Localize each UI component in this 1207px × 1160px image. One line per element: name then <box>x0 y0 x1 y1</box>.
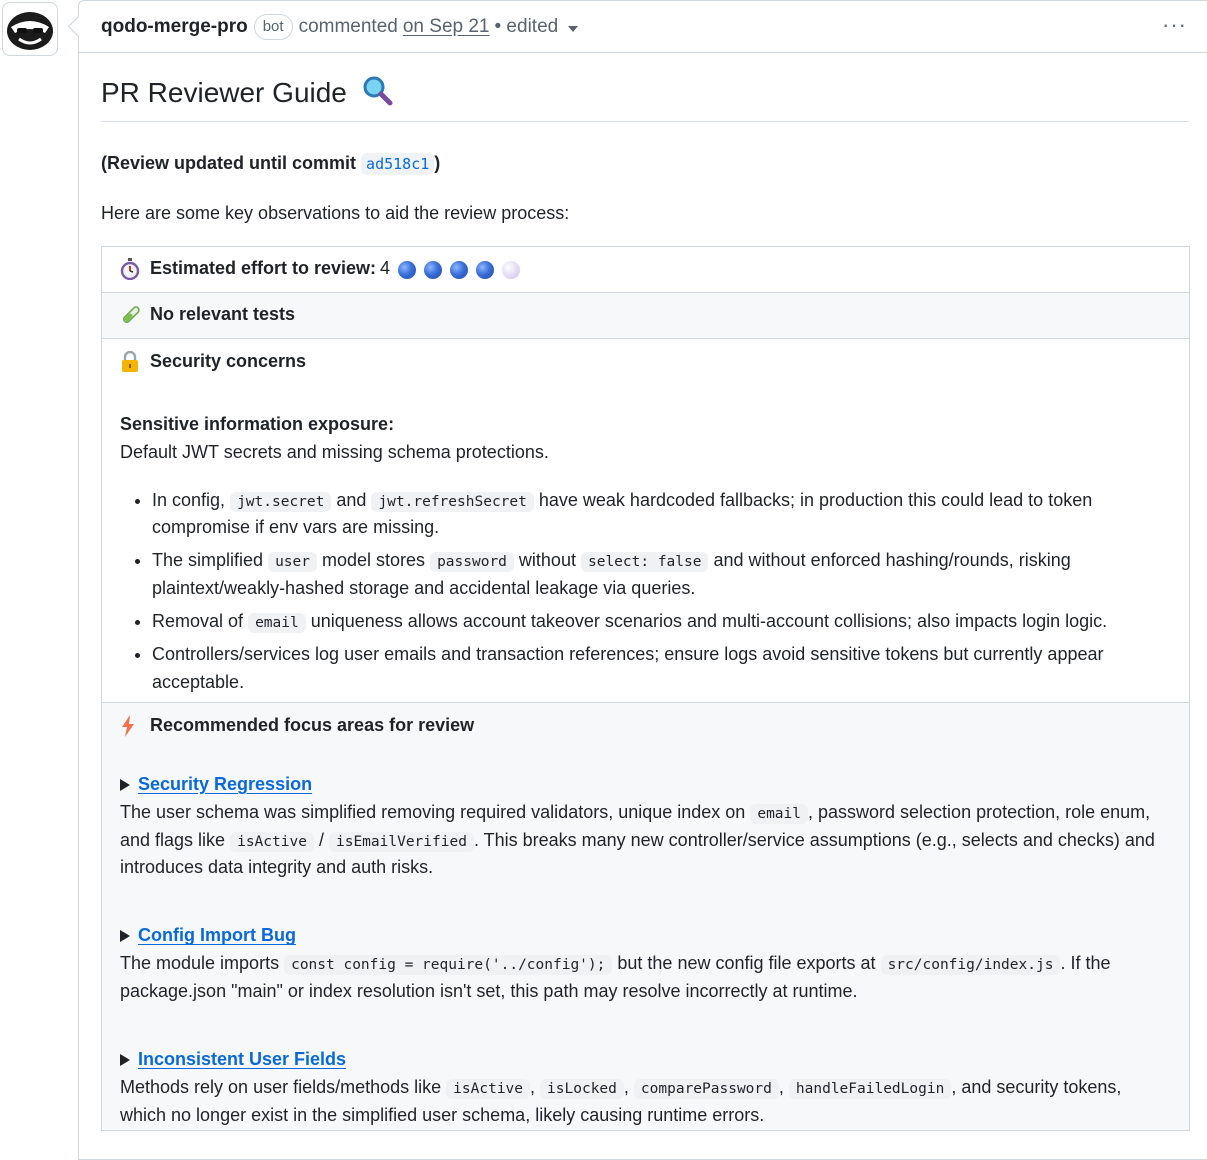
inline-code: isActive <box>230 832 314 852</box>
more-options-icon[interactable]: ··· <box>1162 12 1187 37</box>
inline-code: email <box>248 613 306 633</box>
inline-code: handleFailedLogin <box>789 1079 951 1099</box>
security-row <box>102 338 1190 702</box>
inline-code: isEmailVerified <box>329 832 474 852</box>
inline-code: comparePassword <box>634 1079 779 1099</box>
intro-text: Here are some key observations to aid the review process: <box>101 202 570 223</box>
list-item: • In config, jwt.secret and jwt.refreshSecret have weak hardcoded fallbacks; in production this could lead to token compromise if env vars are missing. <box>152 487 1171 543</box>
inline-code: user <box>268 552 317 572</box>
effort-dot-filled-icon <box>476 261 494 279</box>
comment-box <box>78 0 1207 1160</box>
focus-link-security-regression[interactable]: Security Regression <box>138 773 313 794</box>
lock-icon <box>120 351 140 373</box>
list-item: • The simplified user model stores password without select: false and without enforced hashing/rounds, risking plaintext/weakly-hashed storage and accidental leakage via queries. <box>152 547 1171 603</box>
comment-action: commented <box>298 15 398 37</box>
bot-badge: bot <box>254 14 293 40</box>
security-label: Security concerns <box>150 350 307 371</box>
effort-value: 4 <box>380 258 391 279</box>
review-guide-table <box>101 246 1190 1131</box>
updated-prefix: (Review updated until commit <box>101 153 357 173</box>
edited-dropdown[interactable] <box>495 12 579 41</box>
effort-dot-filled-icon <box>424 261 442 279</box>
test-tube-icon <box>120 304 142 326</box>
inline-code: isActive <box>446 1079 530 1099</box>
focus-description: The user schema was simplified removing required validators, unique index on email , password selection protection, role enum, and flags like isActive / isEmailVerified . This breaks many new controller/service assumptions (e.g., selects and checks) and introduces data integrity and auth risks. <box>120 801 1155 878</box>
tests-label: No relevant tests <box>150 304 296 325</box>
disclosure-triangle-icon <box>120 1054 130 1066</box>
focus-label: Recommended focus areas for review <box>150 714 475 735</box>
security-summary: Default JWT secrets and missing schema protections. <box>120 441 549 462</box>
review-updated <box>101 150 1189 178</box>
comment-body <box>79 53 1207 1131</box>
effort-row <box>102 246 1190 292</box>
avatar[interactable] <box>2 2 58 56</box>
inline-code: email <box>750 804 808 824</box>
comment-header <box>79 1 1207 53</box>
inline-code: jwt.refreshSecret <box>371 492 533 512</box>
disclosure-triangle-icon <box>120 779 130 791</box>
focus-description: Methods rely on user fields/methods like isActive , isLocked , comparePassword , handleFailedLogin , and security tokens, which no longer exist in the simplified user schema, likely causing runtime errors. <box>120 1076 1122 1125</box>
lightning-icon <box>120 715 136 737</box>
details-summary[interactable] <box>120 1046 1171 1074</box>
security-subtitle: Sensitive information exposure: <box>120 413 395 434</box>
chevron-down-icon <box>568 26 578 32</box>
focus-link-inconsistent-user-fields[interactable]: Inconsistent User Fields <box>138 1049 347 1070</box>
page-title <box>101 53 1189 122</box>
title-text: PR Reviewer Guide <box>101 77 347 108</box>
focus-item-security-regression <box>120 771 1171 883</box>
badger-logo-icon <box>5 7 55 51</box>
updated-suffix: ) <box>434 153 441 173</box>
inline-code: password <box>430 552 514 572</box>
commit-link[interactable]: ad518c1 <box>361 153 434 175</box>
security-concerns-list <box>120 487 1171 697</box>
focus-item-inconsistent-user-fields <box>120 1046 1171 1130</box>
inline-code: isLocked <box>540 1079 624 1099</box>
details-summary[interactable] <box>120 922 1171 950</box>
disclosure-triangle-icon <box>120 930 130 942</box>
inline-code: const config = require('../config'); <box>284 955 612 975</box>
effort-dot-filled-icon <box>398 261 416 279</box>
focus-row <box>102 702 1190 1130</box>
details-summary[interactable] <box>120 771 1171 799</box>
effort-dot-empty-icon <box>502 261 520 279</box>
inline-code: jwt.secret <box>230 492 331 512</box>
stopwatch-icon <box>120 258 140 280</box>
list-item: • Controllers/services log user emails and transaction references; ensure logs avoid sensitive tokens but currently appear acceptable. <box>152 641 1171 697</box>
effort-dot-filled-icon <box>450 261 468 279</box>
magnifier-icon <box>361 74 393 106</box>
effort-label: Estimated effort to review: <box>150 258 377 279</box>
focus-item-config-import-bug <box>120 922 1171 1006</box>
tests-row <box>102 292 1190 338</box>
author-link[interactable]: qodo-merge-pro <box>101 15 248 37</box>
focus-description: The module imports const config = require('../config'); but the new config file exports at src/config/index.js . If the package.json "main" or index resolution isn't set, this path may resolve incorrectly at runtime. <box>120 953 1111 1002</box>
list-item: • Removal of email uniqueness allows account takeover scenarios and multi-account collisions; also impacts login logic. <box>152 608 1171 636</box>
inline-code: src/config/index.js <box>881 955 1061 975</box>
edited-label: • edited <box>494 15 559 37</box>
inline-code: select: false <box>581 552 709 572</box>
comment-date-link[interactable]: on Sep 21 <box>402 15 490 37</box>
effort-dots <box>390 255 520 283</box>
focus-link-config-import-bug[interactable]: Config Import Bug <box>138 925 296 946</box>
